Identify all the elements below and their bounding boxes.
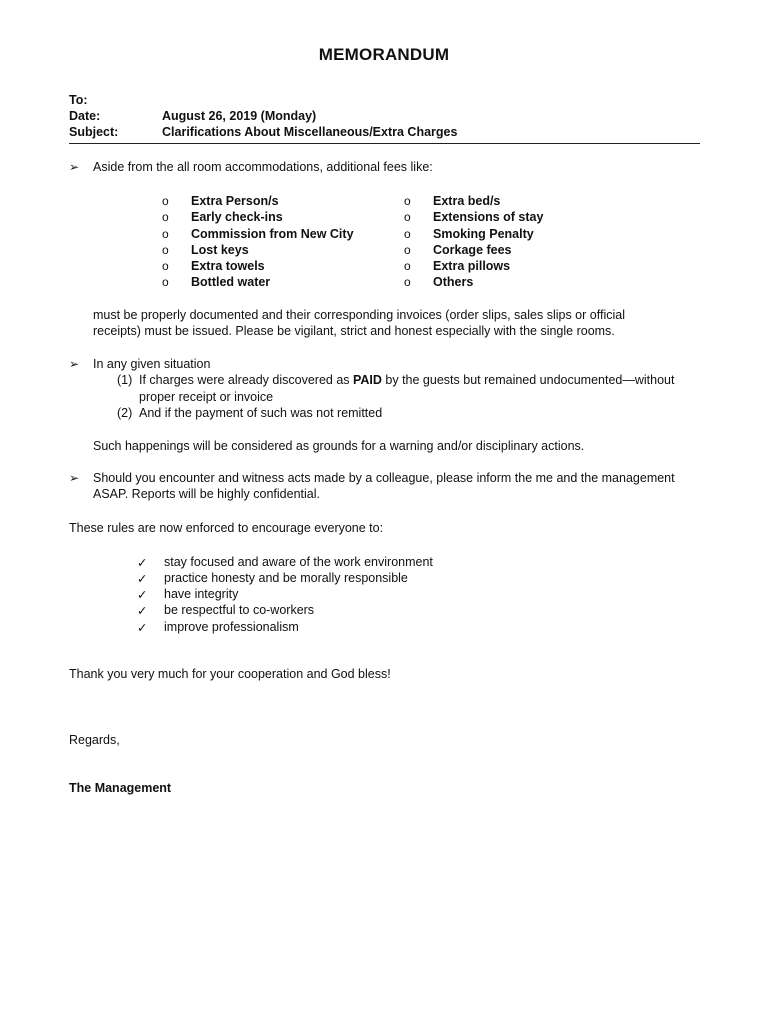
fees-paragraph-line2: receipts) must be issued. Please be vigilant, strict and honest especially with the single rooms.	[93, 324, 615, 338]
checklist-item: practice honesty and be morally responsible	[164, 571, 408, 585]
page-title: MEMORANDUM	[318, 45, 450, 64]
list-bullet: o	[162, 227, 169, 241]
item-number: (1)	[117, 373, 133, 387]
regards-line: Regards,	[69, 733, 120, 747]
list-bullet: o	[404, 194, 411, 208]
fees-paragraph-line1: must be properly documented and their corresponding invoices (order slips, sales slips or official	[93, 308, 625, 322]
list-bullet: o	[404, 210, 411, 224]
arrow-bullet-icon: ➢	[69, 471, 80, 485]
list-bullet: o	[162, 210, 169, 224]
list-bullet: o	[404, 243, 411, 257]
list-bullet: o	[404, 259, 411, 273]
list-bullet: o	[162, 275, 169, 289]
check-icon: ✓	[137, 621, 148, 635]
situation-item-1-continued: proper receipt or invoice	[139, 390, 274, 404]
list-bullet: o	[404, 227, 411, 241]
subject-label: Subject:	[69, 125, 119, 139]
header-divider	[69, 143, 700, 144]
report-line2: ASAP. Reports will be highly confidential.	[93, 487, 320, 501]
rules-intro: These rules are now enforced to encourage everyone to:	[69, 521, 384, 535]
fee-item: Lost keys	[191, 243, 249, 257]
list-bullet: o	[162, 259, 169, 273]
check-icon: ✓	[137, 572, 148, 586]
list-bullet: o	[404, 275, 411, 289]
list-bullet: o	[162, 243, 169, 257]
fee-item: Extensions of stay	[433, 210, 544, 224]
to-label: To:	[69, 93, 88, 107]
checklist-item: be respectful to co-workers	[164, 603, 315, 617]
signature: The Management	[69, 781, 172, 795]
fee-item: Commission from New City	[191, 227, 354, 241]
item1-paid-emphasis: PAID	[353, 373, 382, 387]
situation-intro: In any given situation	[93, 357, 211, 371]
fee-item: Extra bed/s	[433, 194, 501, 208]
fee-item: Extra Person/s	[191, 194, 279, 208]
fee-item: Bottled water	[191, 275, 271, 289]
checklist-item: stay focused and aware of the work environment	[164, 555, 433, 569]
check-icon: ✓	[137, 556, 148, 570]
situation-item-1	[139, 373, 674, 387]
item1-text-post: by the guests but remained undocumented—without	[381, 373, 675, 387]
fee-item: Extra towels	[191, 259, 265, 273]
fee-item: Extra pillows	[433, 259, 511, 273]
thanks-line: Thank you very much for your cooperation and God bless!	[69, 667, 391, 681]
fee-item: Corkage fees	[433, 243, 512, 257]
fee-item: Others	[433, 275, 474, 289]
date-label: Date:	[69, 109, 101, 123]
item1-text-pre: If charges were already discovered as	[139, 373, 353, 387]
date-value: August 26, 2019 (Monday)	[162, 109, 317, 123]
fee-item: Smoking Penalty	[433, 227, 534, 241]
checklist-item: improve professionalism	[164, 620, 299, 634]
fee-item: Early check-ins	[191, 210, 283, 224]
item-number: (2)	[117, 406, 133, 420]
situation-item-2: And if the payment of such was not remitted	[139, 406, 383, 420]
consequence-text: Such happenings will be considered as grounds for a warning and/or disciplinary actions.	[93, 439, 585, 453]
check-icon: ✓	[137, 604, 148, 618]
list-bullet: o	[162, 194, 169, 208]
arrow-bullet-icon: ➢	[69, 357, 80, 371]
subject-value: Clarifications About Miscellaneous/Extra Charges	[162, 125, 458, 139]
arrow-bullet-icon: ➢	[69, 160, 80, 174]
checklist-item: have integrity	[164, 587, 239, 601]
fees-intro: Aside from the all room accommodations, additional fees like:	[93, 160, 433, 174]
report-line1: Should you encounter and witness acts made by a colleague, please inform the me and the management	[93, 471, 675, 485]
check-icon: ✓	[137, 588, 148, 602]
